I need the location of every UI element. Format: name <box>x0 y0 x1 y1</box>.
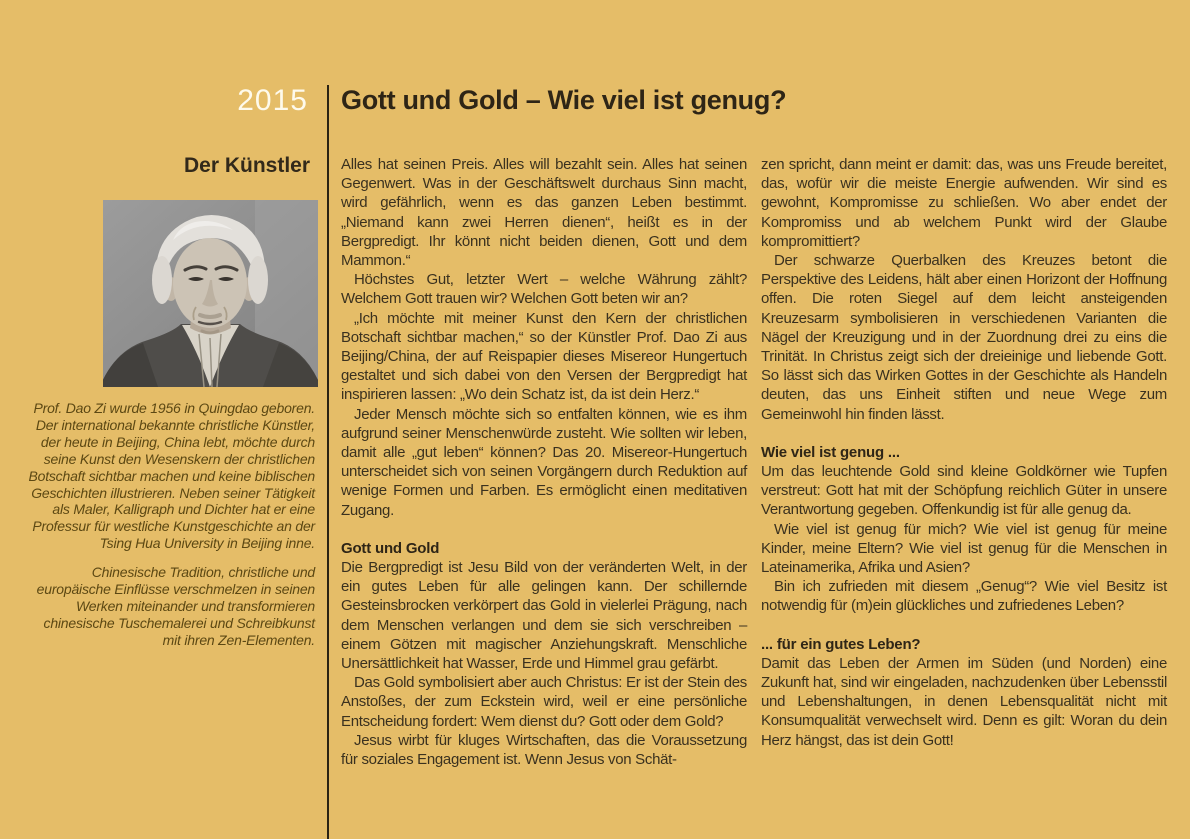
paragraph: Damit das Leben der Armen im Süden (und Norden) eine Zukunft hat, sind wir eingeladen, nachzudenken über Lebensstil und Lebenshaltungen, in denen Lebensqualität nicht mit Konsumqualität verwechselt wird. Denn es gilt: Woran du dein Herz hängst, das ist dein Gott! <box>761 654 1167 749</box>
section-heading: Wie viel ist genug ... <box>761 443 900 461</box>
paragraph: Alles hat seinen Preis. Alles will bezahlt sein. Alles hat seinen Gegenwert. Was in der Geschäftswelt durchaus Sinn macht, wird gefährlich, wenn es das ganzen Leben bestimmt. „Niemand kann zwei Herren dienen“, heißt es in der Bergpredigt. Ihr könnt nicht beiden dienen, Gott und dem Mammon.“ <box>341 156 747 270</box>
vertical-divider <box>327 85 329 839</box>
paragraph: Jesus wirbt für kluges Wirtschaften, das die Voraussetzung für soziales Engagement ist. Wenn Jesus von Schät- <box>341 731 747 769</box>
article-columns <box>341 155 1168 769</box>
artist-section-heading: Der Künstler <box>183 154 310 177</box>
section-heading: Gott und Gold <box>341 539 440 557</box>
bio-paragraph: Prof. Dao Zi wurde 1956 in Quingdao geboren. Der international bekannte christliche Künstler, der heute in Beijing, China lebt, möchte durch seine Kunst den Wesenskern der christlichen Botschaft sichtbar machen und keine biblischen Geschichten illustrieren. Neben seiner Tätigkeit als Maler, Kalligraph und Dichter hat er eine Professur für westliche Kunstgeschichte an der Tsing Hua University in Beijing inne. <box>28 400 315 552</box>
section-heading: ... für ein gutes Leben? <box>761 635 921 653</box>
article <box>341 84 1168 769</box>
article-column-1 <box>341 155 747 769</box>
page-title: Gott und Gold – Wie viel ist genug? <box>341 85 787 115</box>
paragraph: Der schwarze Querbalken des Kreuzes betont die Perspektive des Leidens, hält aber einen Horizont der Hoffnung offen. Die roten Siegel auf dem leicht ansteigenden Kreuzesarm symbolisieren in verschiedenen Varianten die Nägel der Kreuzigung und in der Zuordnung drei zu eins die Trinität. In Christus zeigt sich der dreieinige und liebende Gott. So lässt sich das Wirken Gottes in der Geschichte als Handeln deuten, das uns Einheit stiften und neue Wege zum Gemeinwohl hin finden lässt. <box>761 252 1167 423</box>
bio-paragraph: Chinesische Tradition, christliche und europäische Einflüsse verschmelzen in seinen Werken miteinander und transformieren chinesische Tuschemalerei und Schreibkunst mit ihren Zen-Elementen. <box>36 564 315 648</box>
portrait-illustration <box>103 200 318 387</box>
paragraph: zen spricht, dann meint er damit: das, was uns Freude bereitet, das, wofür wir die meiste Energie aufwenden. Wir sind es gewohnt, Kompromisse zu schließen. Wo aber endet der Kompromiss und ab welchem Punkt wird der Glaube kompromittiert? <box>761 156 1167 250</box>
article-column-2 <box>761 155 1167 769</box>
paragraph: Jeder Mensch möchte sich so entfalten können, wie es ihm aufgrund seiner Menschenwürde zusteht. Wie sollten wir leben, damit alle „gut leben“ können? Das 20. Misereor-Hungertuch unterscheidet sich von seinen Vorgängern durch Reduktion auf wenige Formen und Farben. Es ermöglicht einen meditativen Zugang. <box>341 405 747 519</box>
paragraph: Um das leuchtende Gold sind kleine Goldkörner wie Tupfen verstreut: Gott hat mit der Schöpfung reichlich Güter in unsere Verantwortung gegeben. Offenkundig ist für alle genug da. <box>761 463 1167 519</box>
artist-portrait-photo <box>103 200 318 387</box>
paragraph: „Ich möchte mit meiner Kunst den Kern der christlichen Botschaft sichtbar machen,“ so der Künstler Prof. Dao Zi aus Beijing/China, der auf Reispapier dieses Misereor Hungertuch gestaltet und sich dabei von den Versen der Bergpredigt hat inspirieren lassen: „Wo dein Schatz ist, da ist dein Herz.“ <box>341 309 747 404</box>
sidebar <box>28 86 318 661</box>
paragraph: Das Gold symbolisiert aber auch Christus: Er ist der Stein des Anstoßes, der zum Eckstein wird, weil er eine persönliche Entscheidung fordert: Wem dienst du? Gott oder dem Gold? <box>341 674 747 730</box>
year-label: 2015 <box>237 84 308 117</box>
paragraph: Bin ich zufrieden mit diesem „Genug“? Wie viel Besitz ist notwendig für (m)ein glückliches und zufriedenes Leben? <box>761 578 1167 615</box>
paragraph: Wie viel ist genug für mich? Wie viel ist genug für meine Kinder, meine Eltern? Wie viel ist genug für die Menschen in Lateinamerika, Afrika und Asien? <box>761 520 1167 577</box>
artist-bio <box>28 400 318 649</box>
paragraph: Die Bergpredigt ist Jesu Bild von der veränderten Welt, in der ein gutes Leben für alle gelingen kann. Der schillernde Gesteinsbrocken verkörpert das Gold in vielerlei Prägung, nach dem Menschen verlangen und dem sie sich verschreiben – einem Götzen mit magischer Anziehungskraft. Menschliche Unersättlichkeit hat Wasser, Erde und Himmel grau gefärbt. <box>341 559 747 673</box>
paragraph: Höchstes Gut, letzter Wert – welche Währung zählt? Welchem Gott trauen wir? Welchen Gott beten wir an? <box>341 271 747 308</box>
